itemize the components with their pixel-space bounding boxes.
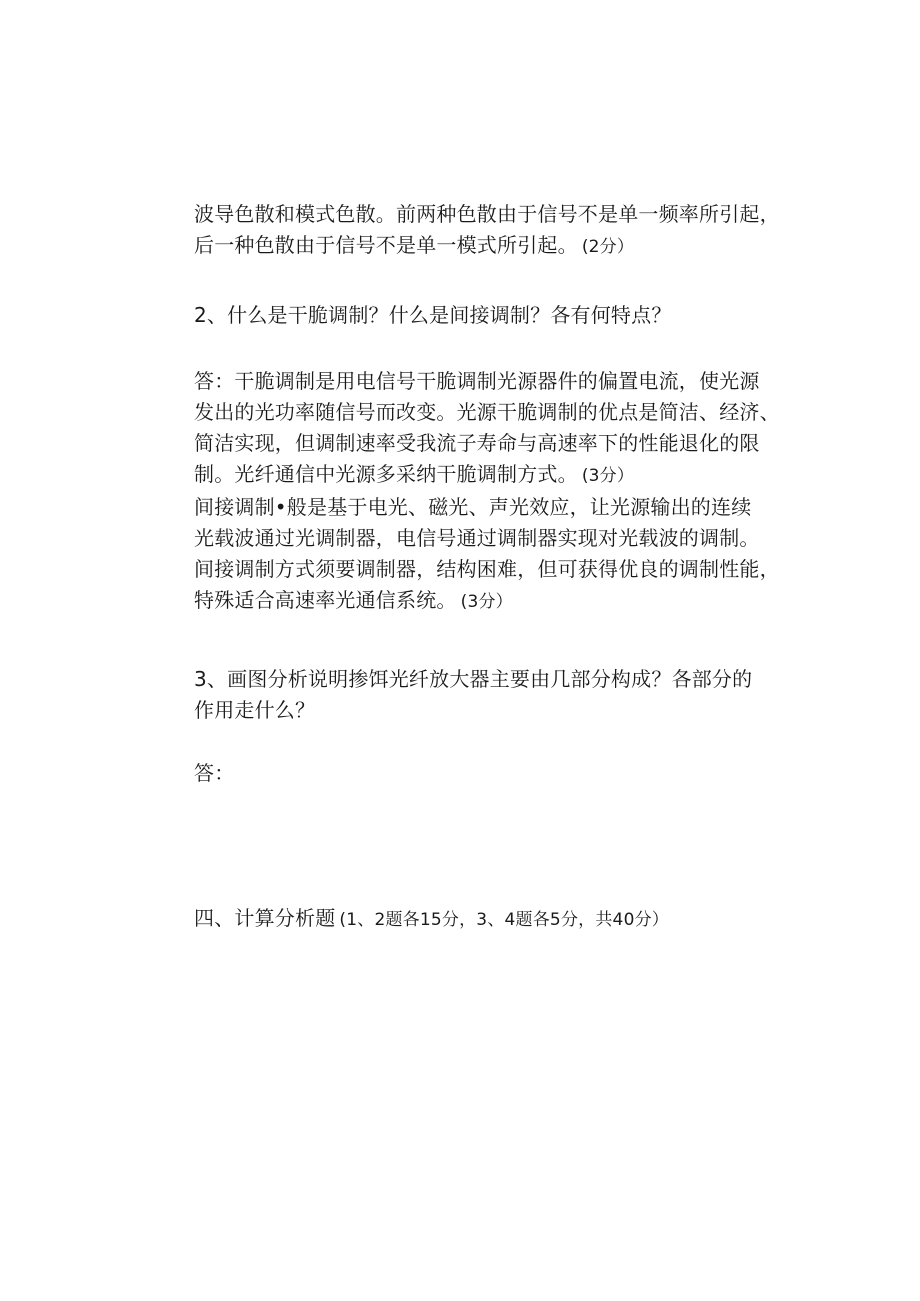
score-label: (2分） — [581, 237, 635, 257]
question-line: 作用走什么？ — [194, 698, 316, 722]
answer-line: 光载波通过光调制器，电信号通过调制器实现对光载波的调制。 — [194, 526, 760, 550]
section-title: 四、计算分析题 — [194, 906, 336, 930]
answer-line: 间接调制•般是基于电光、磁光、声光效应，让光源输出的连续 — [194, 495, 752, 519]
question-2 — [194, 300, 814, 331]
score-label: (3分） — [581, 466, 635, 486]
answer-line: 简洁实现，但调制速率受我流子寿命与高速率下的性能退化的限 — [194, 431, 760, 455]
answer-line-text: 特殊适合高速率光通信系统。 — [194, 588, 457, 612]
section-4-heading — [194, 903, 814, 936]
question-text: 2、什么是干脆调制？什么是间接调制？各有何特点？ — [194, 303, 672, 327]
section-heading-line — [194, 903, 814, 936]
answer-line: 间接调制方式须要调制器，结构困难，但可获得优良的调制性能， — [194, 557, 780, 581]
answer-label: 答： — [194, 761, 235, 785]
section-score-note: (1、2题各15分，3、4题各5分，共40分） — [339, 910, 669, 930]
answer-line-text: 制。光纤通信中光源多采纳干脆调制方式。 — [194, 462, 578, 486]
paragraph-line-text: 后一种色散由于信号不是单一模式所引起。 — [194, 233, 578, 257]
question-3 — [194, 664, 814, 726]
paragraph-dispersion — [194, 199, 814, 263]
answer-line — [194, 459, 814, 492]
answer-2 — [194, 366, 814, 618]
answer-line: 发出的光功率随信号而改变。光源干脆调制的优点是简洁、经济、 — [194, 400, 780, 424]
answer-3 — [194, 758, 814, 789]
score-label: (3分） — [460, 592, 513, 612]
paragraph-line — [194, 230, 814, 263]
answer-line — [194, 585, 814, 618]
question-line: 3、画图分析说明掺饵光纤放大器主要由几部分构成？各部分的 — [194, 667, 753, 691]
answer-line: 答：干脆调制是用电信号干脆调制光源器件的偏置电流，使光源 — [194, 369, 760, 393]
paragraph-line: 波导色散和模式色散。前两种色散由于信号不是单一频率所引起， — [194, 202, 780, 226]
